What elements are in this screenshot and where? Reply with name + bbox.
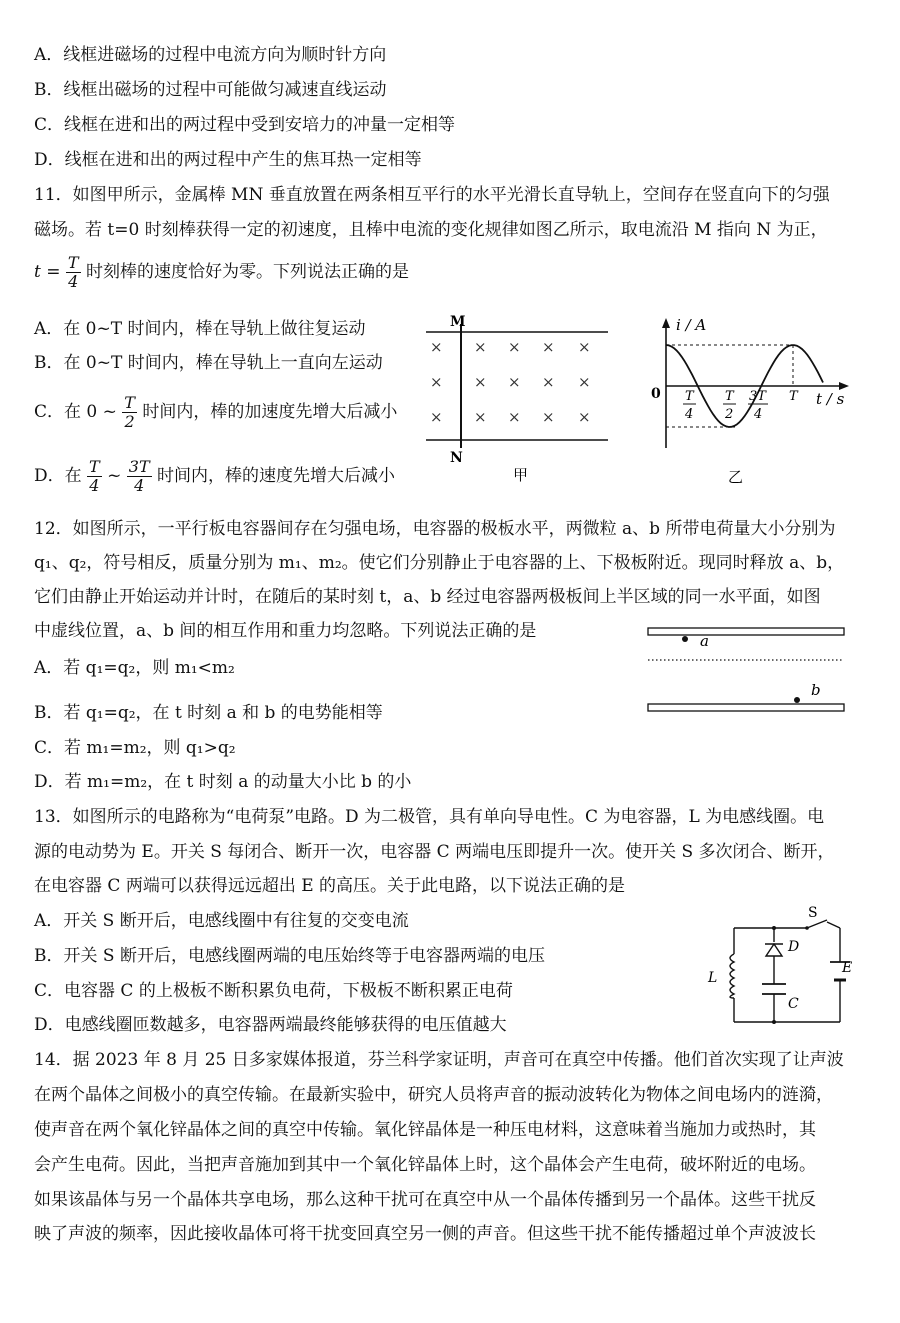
- magnetic-field-crosses: [430, 338, 591, 426]
- frac-numerator: T: [89, 457, 100, 476]
- q11-d-fraction1: [87, 458, 102, 495]
- inductor-coil: [730, 954, 734, 998]
- label-e: E: [842, 960, 853, 976]
- tick-2-num: T: [725, 389, 734, 404]
- q14-line3: 使声音在两个氧化锌晶体之间的真空中传输。氧化锌晶体是一种压电材料，这意味着当施加力或热时，其: [34, 1120, 816, 1140]
- field-cross: ×: [430, 338, 443, 356]
- field-cross: ×: [508, 408, 521, 426]
- frac-denominator: 2: [124, 412, 135, 431]
- q11-stem3-post: 时刻棒的速度恰好为零。下列说法正确的是: [85, 262, 409, 282]
- q11-stem-line2: 磁场。若 t=0 时刻棒获得一定的初速度，且棒中电流的变化规律如图乙所示，取电流沿 M 指向 N 为正，: [34, 220, 828, 240]
- particle-a: [682, 636, 688, 642]
- tick-3-num: 3T: [749, 389, 766, 404]
- caption-yi: 乙: [728, 468, 744, 486]
- field-cross: ×: [508, 338, 521, 356]
- q11-option-c: [34, 392, 397, 432]
- q11-option-a: A．在 0~T 时间内，棒在导轨上做往复运动: [34, 319, 366, 339]
- field-cross: ×: [430, 408, 443, 426]
- label-b: b: [811, 681, 821, 699]
- lower-plate: [648, 704, 844, 711]
- q10-option-a: A．线框进磁场的过程中电流方向为顺时针方向: [34, 45, 387, 65]
- q13-circuit-figure: [702, 906, 862, 1030]
- q12-stem-line3: 它们由静止开始运动并计时，在随后的某时刻 t，a、b 经过电容器两极板间上半区域的同一水平面，如图: [34, 587, 821, 607]
- circuit-wires: [734, 920, 840, 1022]
- frac-numerator: 3T: [128, 457, 150, 476]
- q11-c-fraction: [122, 394, 137, 431]
- frac-denominator: 4: [134, 476, 145, 495]
- field-cross: ×: [578, 373, 591, 391]
- label-l: L: [708, 970, 718, 986]
- junction-top: [772, 926, 776, 930]
- particle-b: [794, 697, 800, 703]
- q14-line6: 映了声波的频率，因此接收晶体可将干扰变回真空另一侧的声音。但这些干扰不能传播超过单个声波波长: [34, 1224, 816, 1244]
- switch-pivot: [805, 926, 809, 930]
- label-d: D: [788, 939, 800, 955]
- field-cross: ×: [508, 373, 521, 391]
- q10-option-d: D．线框在进和出的两过程中产生的焦耳热一定相等: [34, 150, 422, 170]
- q11-figure-yi: [648, 312, 868, 492]
- q13-option-a: A．开关 S 断开后，电感线圈中有往复的交变电流: [34, 911, 409, 931]
- q11-d-pre: D．在: [34, 466, 82, 486]
- q10-option-b: B．线框出磁场的过程中可能做匀减速直线运动: [34, 80, 387, 100]
- label-c: C: [788, 996, 799, 1012]
- field-cross: ×: [578, 338, 591, 356]
- label-m: M: [450, 314, 466, 330]
- frac-denominator: 4: [68, 272, 79, 291]
- q13-stem-line2: 源的电动势为 E。开关 S 每闭合、断开一次，电容器 C 两端电压即提升一次。使开关 S 多次闭合、断开，: [34, 842, 835, 862]
- q11-option-d: [34, 456, 395, 496]
- field-cross: ×: [474, 338, 487, 356]
- q12-option-a: A．若 q₁=q₂，则 m₁<m₂: [34, 658, 235, 678]
- field-cross: ×: [474, 373, 487, 391]
- q12-stem-line1: 12．如图所示，一平行板电容器间存在匀强电场，电容器的极板水平，两微粒 a、b 所带电荷量大小分别为: [34, 519, 836, 539]
- q11-d-post: 时间内，棒的速度先增大后减小: [157, 466, 396, 486]
- q11-c-pre: C．在 0 ~: [34, 402, 117, 422]
- tick-3-den: 4: [754, 407, 763, 422]
- q14-line2: 在两个晶体之间极小的真空传输。在最新实验中，研究人员将声音的振动波转化为物体之间电场内的涟漪，: [34, 1085, 833, 1105]
- q12-option-c: C．若 m₁=m₂，则 q₁>q₂: [34, 738, 236, 758]
- q13-option-b: B．开关 S 断开后，电感线圈两端的电压始终等于电容器两端的电压: [34, 946, 545, 966]
- label-s: S: [808, 906, 818, 921]
- q12-option-d: D．若 m₁=m₂，在 t 时刻 a 的动量大小比 b 的小: [34, 772, 412, 792]
- label-n: N: [450, 450, 463, 466]
- q11-stem3-fraction: [66, 254, 81, 291]
- field-cross: ×: [578, 408, 591, 426]
- field-cross: ×: [542, 338, 555, 356]
- q12-stem-line2: q₁、q₂，符号相反，质量分别为 m₁、m₂。使它们分别静止于电容器的上、下极板附近。现同时释放 a、b，: [34, 553, 845, 573]
- diode-icon: [766, 944, 782, 956]
- field-cross: ×: [542, 408, 555, 426]
- q11-c-post: 时间内，棒的加速度先增大后减小: [142, 402, 398, 422]
- junction-bottom: [772, 1020, 776, 1024]
- q11-stem-line3: [34, 252, 409, 292]
- q13-option-d: D．电感线圈匝数越多，电容器两端最终能够获得的电压值越大: [34, 1015, 507, 1035]
- q13-option-c: C．电容器 C 的上极板不断积累负电荷，下极板不断积累正电荷: [34, 981, 513, 1001]
- q14-line5: 如果该晶体与另一个晶体共享电场，那么这种干扰可在真空中从一个晶体传播到另一个晶体。这些干扰反: [34, 1190, 816, 1210]
- q11-stem-line1: 11．如图甲所示，金属棒 MN 垂直放置在两条相互平行的水平光滑长直导轨上，空间存在竖直向下的匀强: [34, 185, 830, 205]
- q12-stem-line4: 中虚线位置，a、b 间的相互作用和重力均忽略。下列说法正确的是: [34, 621, 537, 641]
- q12-capacitor-figure: [645, 622, 850, 718]
- q13-stem-line3: 在电容器 C 两端可以获得远远超出 E 的高压。关于此电路，以下说法正确的是: [34, 876, 626, 896]
- y-axis-label: i / A: [676, 316, 707, 334]
- label-a: a: [700, 632, 709, 650]
- tick-1-den: 4: [685, 407, 694, 422]
- q14-line1: 14．据 2023 年 8 月 25 日多家媒体报道，芬兰科学家证明，声音可在真空中传播。他们首次实现了让声波: [34, 1050, 844, 1070]
- field-cross: ×: [542, 373, 555, 391]
- field-cross: ×: [430, 373, 443, 391]
- frac-numerator: T: [67, 253, 79, 272]
- q13-stem-line1: 13．如图所示的电路称为“电荷泵”电路。D 为二极管，具有单向导电性。C 为电容器，L 为电感线圈。电: [34, 807, 825, 827]
- x-axis-label: t / s: [816, 390, 845, 408]
- origin-label: 0: [651, 386, 661, 402]
- field-cross: ×: [474, 408, 487, 426]
- q11-option-b: B．在 0~T 时间内，棒在导轨上一直向左运动: [34, 353, 383, 373]
- upper-plate: [648, 628, 844, 635]
- x-tick-labels: [683, 389, 799, 422]
- q10-option-c: C．线框在进和出的两过程中受到安培力的冲量一定相等: [34, 115, 456, 135]
- q11-d-fraction2: [127, 458, 152, 495]
- q12-option-b: B．若 q₁=q₂，在 t 时刻 a 和 b 的电势能相等: [34, 703, 383, 723]
- frac-denominator: 4: [89, 476, 100, 495]
- caption-jia: 甲: [513, 466, 529, 484]
- x-axis-arrow: [839, 382, 849, 390]
- q11-figure-jia: [418, 310, 618, 490]
- tick-t: T: [789, 389, 798, 404]
- frac-numerator: T: [124, 393, 135, 412]
- tick-2-den: 2: [725, 407, 734, 422]
- y-axis-arrow: [662, 318, 670, 328]
- q14-line4: 会产生电荷。因此，当把声音施加到其中一个氧化锌晶体上时，这个晶体会产生电荷，破坏附近的电场。: [34, 1155, 816, 1175]
- tick-1-num: T: [685, 389, 694, 404]
- q11-stem3-pre: t =: [34, 262, 61, 282]
- q11-d-mid: ~: [107, 466, 122, 486]
